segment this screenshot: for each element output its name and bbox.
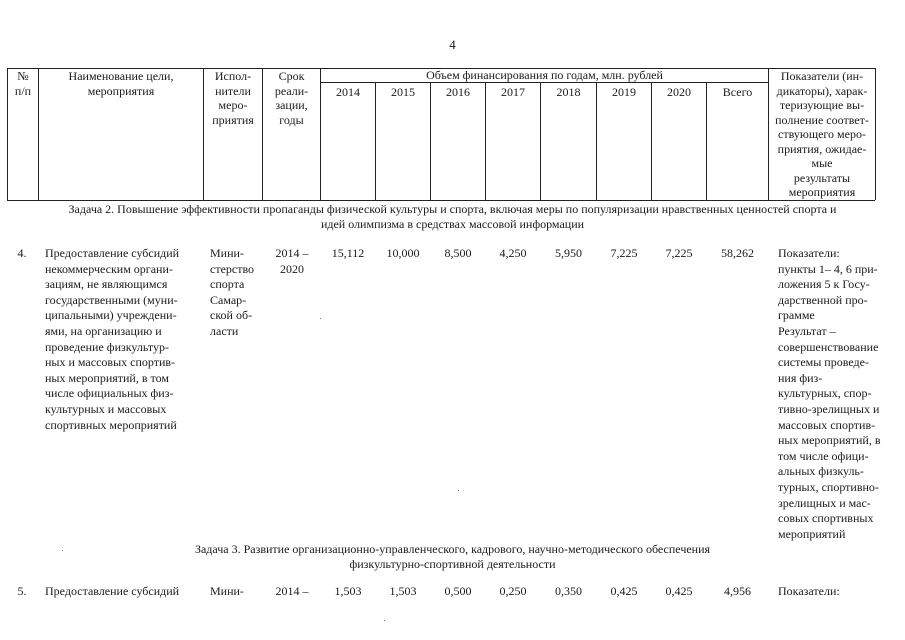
row-measure-name: Предоставление субсидий: [45, 584, 180, 598]
row-value-2014: 15,112: [331, 246, 365, 260]
scan-speck: [458, 490, 459, 491]
header-year: 2015: [391, 85, 415, 99]
header-finance-title: Объем финансирования по годам, млн. рублей: [426, 68, 663, 82]
scan-speck: [384, 620, 385, 621]
row-value-2015: 1,503: [389, 584, 417, 598]
row-number: 5.: [17, 584, 27, 598]
row-value-2020: 0,425: [665, 584, 693, 598]
row-measure-name: Предоставление субсидий некоммерческим органи- зациям, не являющимся государственными (муни- ципальными) учреждени- ями, на организацию и проведение физкультур- ных и массовых спортив- ных мероприятий, в том числе официальных физ- культурных и массовых спортивных мероприятий: [45, 246, 180, 432]
row-value-2016: 8,500: [444, 246, 472, 260]
task-2-heading: Задача 2. Повышение эффективности пропаганды физической культуры и спорта, включая меры по популяризации нравственных ценностей спорта и идей олимпизма в средствах массовой информации: [68, 202, 837, 231]
row-value-2016: 0,500: [444, 584, 472, 598]
header-year: 2019: [612, 85, 636, 99]
header-year: 2016: [446, 85, 470, 99]
row-value-total: 4,956: [724, 584, 751, 598]
row-value-2017: 4,250: [499, 246, 527, 260]
header-executors-column: Испол- нители меро- приятия: [212, 69, 254, 127]
row-value-2017: 0,250: [499, 584, 527, 598]
scan-speck: [62, 550, 63, 551]
header-year: 2018: [556, 85, 581, 99]
header-total: Всего: [722, 85, 753, 99]
row-value-2019: 7,225: [610, 246, 638, 260]
row-value-2020: 7,225: [665, 246, 693, 260]
row-executor: Мини-: [210, 584, 244, 598]
table-bottom-border: [7, 200, 875, 201]
row-value-2018: 0,350: [555, 584, 582, 598]
row-value-2014: 1,503: [334, 584, 362, 598]
row-value-2019: 0,425: [610, 584, 638, 598]
header-year: 2014: [336, 85, 360, 99]
header-term-column: Срок реали- зации, годы: [274, 69, 309, 127]
header-number-column: № п/п: [14, 69, 32, 98]
row-term: 2014 –: [275, 584, 309, 598]
task-3-heading: Задача 3. Развитие организационно-управленческого, кадрового, научно-методического обеспечения физкультурно-спортивной деятельности: [194, 542, 711, 571]
row-executor: Мини- стерство спорта Самар- ской об- ласти: [210, 246, 255, 338]
page-number: 4: [449, 37, 456, 52]
row-number: 4.: [17, 246, 27, 260]
row-value-total: 58,262: [721, 246, 754, 260]
row-term: 2014 – 2020: [275, 246, 309, 276]
row-value-2015: 10,000: [386, 246, 420, 260]
header-year: 2020: [667, 85, 691, 99]
header-indicators-column: Показатели (ин- дикаторы), харак- теризующие вы- полнение соответ- ствующего меро- приятия, ожидае- мые результаты мероприятия: [775, 69, 869, 199]
row-indicators: Показатели:: [778, 584, 840, 598]
row-value-2018: 5,950: [555, 246, 582, 260]
row-indicators: Показатели: пункты 1– 4, 6 при- ложения 5 к Госу- дарственной про- грамме Результат – совершенствование системы проведе- ния физ- культурных, спор- тивно-зрелищных и массовых спортив- ных мероприятий, в том числе офици- альных физкуль- турных, спортивно- зрелищных и мас- совых спортивных мероприятий: [778, 246, 881, 541]
header-name-column: Наименование цели, мероприятия: [68, 69, 174, 98]
scan-speck: [320, 318, 321, 319]
header-year: 2017: [501, 85, 525, 99]
